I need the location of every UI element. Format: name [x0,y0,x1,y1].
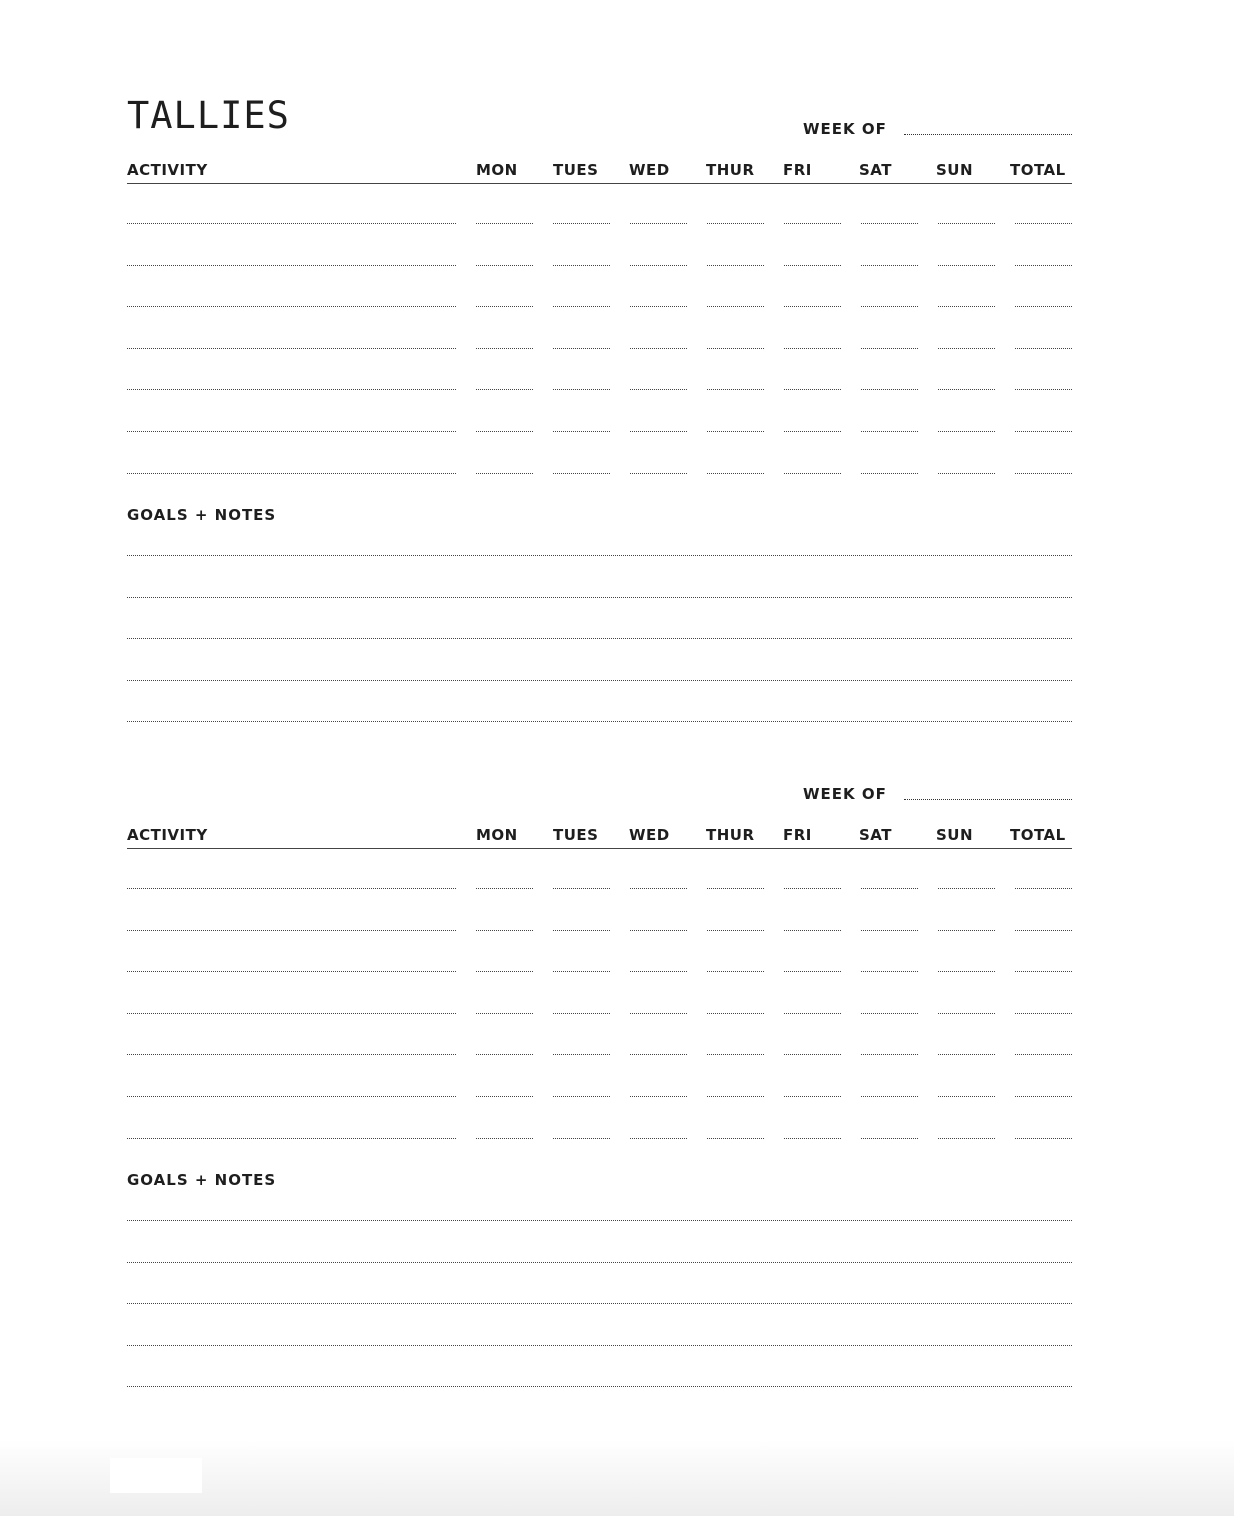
activity-field[interactable] [127,306,456,307]
total-field[interactable] [1015,1013,1072,1014]
fri-field[interactable] [784,1138,841,1139]
col-mon: MON [476,161,518,179]
col-fri: FRI [783,826,812,844]
goals-notes-title: GOALS + NOTES [127,1171,277,1189]
tues-field[interactable] [553,431,610,432]
tues-field[interactable] [553,223,610,224]
activity-field[interactable] [127,431,456,432]
col-total: TOTAL [1010,161,1066,179]
activity-field[interactable] [127,1013,456,1014]
mon-field[interactable] [476,1013,533,1014]
week-of-label: WEEK OF [803,785,887,803]
activity-field[interactable] [127,265,456,266]
mon-field[interactable] [476,431,533,432]
table-row [127,236,1072,266]
total-field[interactable] [1015,223,1072,224]
activity-field[interactable] [127,389,456,390]
fri-field[interactable] [784,1013,841,1014]
sat-field[interactable] [861,265,918,266]
note-line[interactable] [127,555,1072,556]
sat-field[interactable] [861,431,918,432]
note-line[interactable] [127,638,1072,639]
sat-field[interactable] [861,473,918,474]
total-field[interactable] [1015,265,1072,266]
fri-field[interactable] [784,1096,841,1097]
wed-field[interactable] [630,473,687,474]
sat-field[interactable] [861,1054,918,1055]
table-row [127,402,1072,432]
wed-field[interactable] [630,1054,687,1055]
col-sat: SAT [859,826,892,844]
activity-field[interactable] [127,1054,456,1055]
page-title: TALLIES [127,94,290,137]
tues-field[interactable] [553,1054,610,1055]
thur-field[interactable] [707,431,764,432]
activity-field[interactable] [127,348,456,349]
total-field[interactable] [1015,306,1072,307]
week-section [127,100,1072,720]
sat-field[interactable] [861,348,918,349]
wed-field[interactable] [630,431,687,432]
fri-field[interactable] [784,431,841,432]
total-field[interactable] [1015,1096,1072,1097]
sun-field[interactable] [938,265,995,266]
sat-field[interactable] [861,888,918,889]
wed-field[interactable] [630,306,687,307]
note-line[interactable] [127,597,1072,598]
sun-field[interactable] [938,389,995,390]
col-wed: WED [629,826,670,844]
sun-field[interactable] [938,223,995,224]
note-line[interactable] [127,680,1072,681]
mon-field[interactable] [476,306,533,307]
table-row [127,1067,1072,1097]
col-thur: THUR [706,161,755,179]
total-field[interactable] [1015,888,1072,889]
table-row [127,277,1072,307]
col-sun: SUN [936,161,974,179]
table-row [127,859,1072,889]
sun-field[interactable] [938,971,995,972]
thur-field[interactable] [707,1054,764,1055]
wed-field[interactable] [630,888,687,889]
mon-field[interactable] [476,223,533,224]
table-header [127,826,1072,849]
fri-field[interactable] [784,389,841,390]
note-line[interactable] [127,721,1072,722]
fri-field[interactable] [784,888,841,889]
total-field[interactable] [1015,1054,1072,1055]
sat-field[interactable] [861,1013,918,1014]
activity-field[interactable] [127,930,456,931]
col-tues: TUES [553,826,599,844]
table-row [127,194,1072,224]
thur-field[interactable] [707,888,764,889]
thur-field[interactable] [707,930,764,931]
fri-field[interactable] [784,1054,841,1055]
table-row [127,444,1072,474]
sun-field[interactable] [938,1054,995,1055]
mon-field[interactable] [476,930,533,931]
col-activity: ACTIVITY [127,161,208,179]
wed-field[interactable] [630,971,687,972]
col-total: TOTAL [1010,826,1066,844]
sun-field[interactable] [938,306,995,307]
wed-field[interactable] [630,389,687,390]
mon-field[interactable] [476,1138,533,1139]
wed-field[interactable] [630,1138,687,1139]
week-of-field[interactable] [904,134,1072,135]
sun-field[interactable] [938,348,995,349]
sat-field[interactable] [861,306,918,307]
col-wed: WED [629,161,670,179]
activity-field[interactable] [127,971,456,972]
mon-field[interactable] [476,971,533,972]
col-fri: FRI [783,161,812,179]
table-header [127,161,1072,184]
tues-field[interactable] [553,888,610,889]
activity-field[interactable] [127,1096,456,1097]
mon-field[interactable] [476,265,533,266]
total-field[interactable] [1015,930,1072,931]
week-of-label: WEEK OF [803,120,887,138]
mon-field[interactable] [476,888,533,889]
thur-field[interactable] [707,265,764,266]
thur-field[interactable] [707,1013,764,1014]
activity-field[interactable] [127,473,456,474]
thur-field[interactable] [707,1138,764,1139]
table-row [127,319,1072,349]
col-sat: SAT [859,161,892,179]
sat-field[interactable] [861,971,918,972]
thur-field[interactable] [707,971,764,972]
fri-field[interactable] [784,971,841,972]
note-line[interactable] [127,1262,1072,1263]
tues-field[interactable] [553,348,610,349]
mon-field[interactable] [476,389,533,390]
total-field[interactable] [1015,473,1072,474]
table-row [127,360,1072,390]
thur-field[interactable] [707,473,764,474]
mon-field[interactable] [476,1096,533,1097]
sun-field[interactable] [938,930,995,931]
mon-field[interactable] [476,473,533,474]
note-line[interactable] [127,1386,1072,1387]
wed-field[interactable] [630,223,687,224]
week-of-field[interactable] [904,799,1072,800]
goals-notes-title: GOALS + NOTES [127,506,277,524]
fri-field[interactable] [784,306,841,307]
col-tues: TUES [553,161,599,179]
thur-field[interactable] [707,1096,764,1097]
sat-field[interactable] [861,1138,918,1139]
fri-field[interactable] [784,348,841,349]
tues-field[interactable] [553,1138,610,1139]
col-sun: SUN [936,826,974,844]
week-section [127,765,1072,1385]
tues-field[interactable] [553,1096,610,1097]
tues-field[interactable] [553,1013,610,1014]
wed-field[interactable] [630,930,687,931]
total-field[interactable] [1015,389,1072,390]
sun-field[interactable] [938,1096,995,1097]
activity-field[interactable] [127,223,456,224]
fri-field[interactable] [784,265,841,266]
activity-field[interactable] [127,1138,456,1139]
wed-field[interactable] [630,1096,687,1097]
tues-field[interactable] [553,306,610,307]
total-field[interactable] [1015,348,1072,349]
note-line[interactable] [127,1303,1072,1304]
wed-field[interactable] [630,265,687,266]
sun-field[interactable] [938,888,995,889]
thur-field[interactable] [707,306,764,307]
mon-field[interactable] [476,348,533,349]
note-line[interactable] [127,1345,1072,1346]
table-row [127,1109,1072,1139]
col-activity: ACTIVITY [127,826,208,844]
total-field[interactable] [1015,1138,1072,1139]
wed-field[interactable] [630,348,687,349]
tues-field[interactable] [553,265,610,266]
activity-field[interactable] [127,888,456,889]
fri-field[interactable] [784,223,841,224]
sun-field[interactable] [938,1138,995,1139]
col-thur: THUR [706,826,755,844]
thur-field[interactable] [707,223,764,224]
sat-field[interactable] [861,1096,918,1097]
fri-field[interactable] [784,473,841,474]
sun-field[interactable] [938,431,995,432]
sun-field[interactable] [938,473,995,474]
thur-field[interactable] [707,389,764,390]
mon-field[interactable] [476,1054,533,1055]
wed-field[interactable] [630,1013,687,1014]
sun-field[interactable] [938,1013,995,1014]
tues-field[interactable] [553,389,610,390]
sat-field[interactable] [861,389,918,390]
tues-field[interactable] [553,971,610,972]
sat-field[interactable] [861,223,918,224]
sat-field[interactable] [861,930,918,931]
table-row [127,901,1072,931]
tues-field[interactable] [553,930,610,931]
table-row [127,984,1072,1014]
total-field[interactable] [1015,971,1072,972]
fri-field[interactable] [784,930,841,931]
page-bottom-tab [110,1458,202,1493]
table-row [127,942,1072,972]
thur-field[interactable] [707,348,764,349]
total-field[interactable] [1015,431,1072,432]
tues-field[interactable] [553,473,610,474]
col-mon: MON [476,826,518,844]
table-row [127,1025,1072,1055]
note-line[interactable] [127,1220,1072,1221]
